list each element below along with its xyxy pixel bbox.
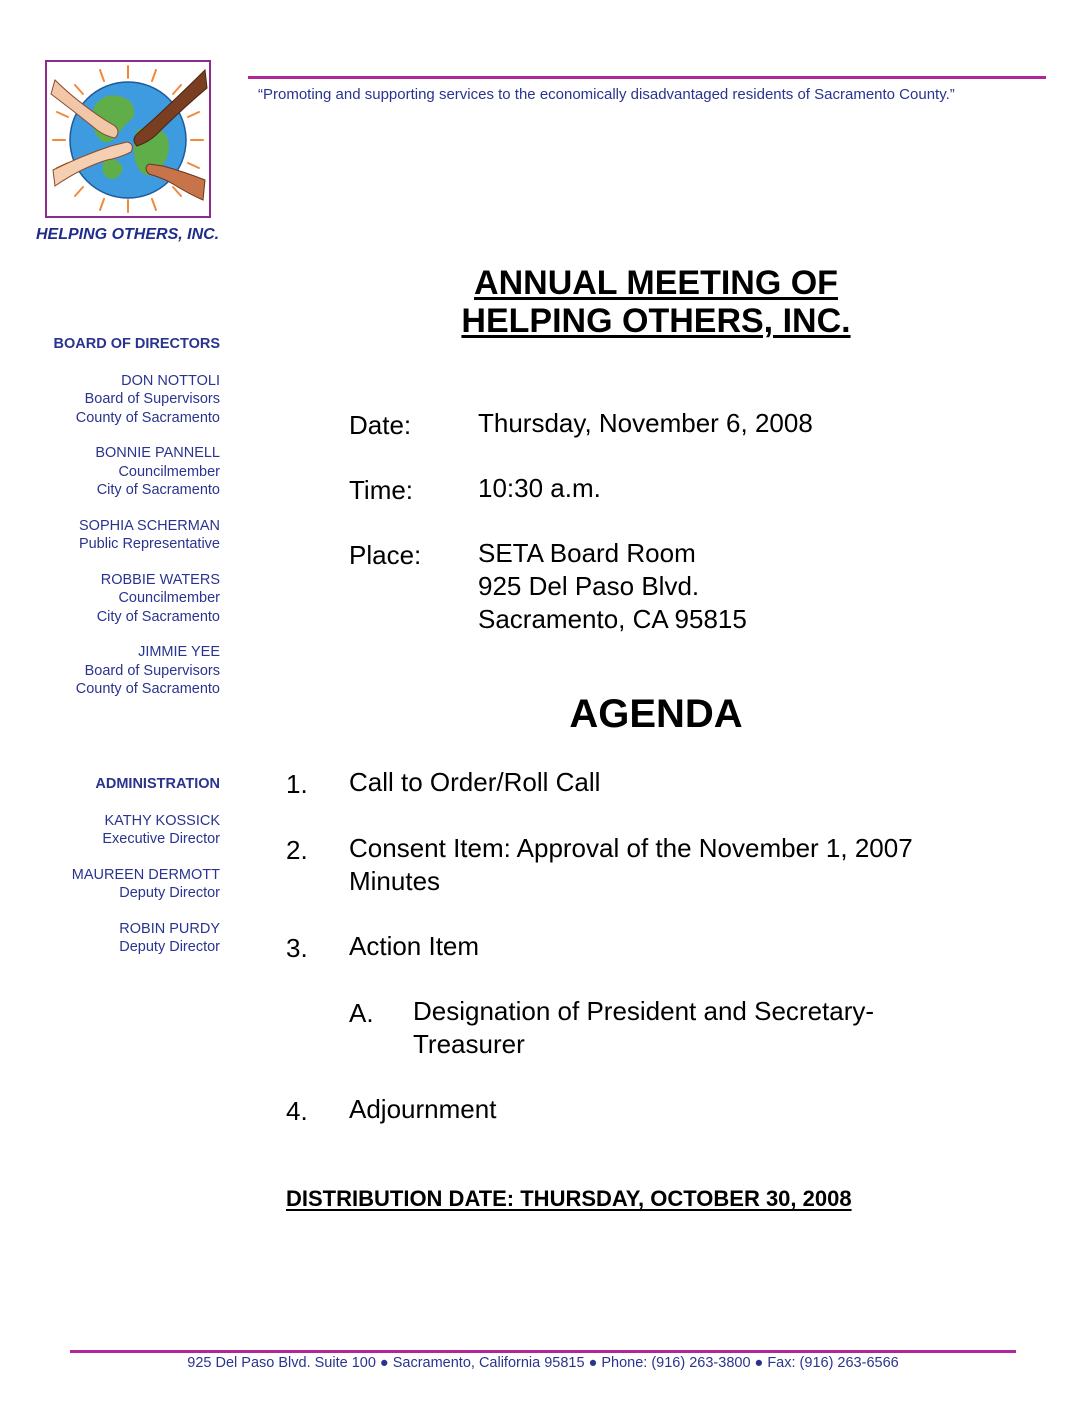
member-name: SOPHIA SCHERMAN [79,517,220,534]
footer-divider [70,1350,1016,1353]
board-member [20,571,220,627]
sidebar [20,335,220,955]
agenda-item-text [349,832,913,898]
board-member [20,517,220,554]
agenda-item-number: 2. [286,835,308,865]
agenda-item-text: Call to Order/Roll Call [349,767,601,797]
header-divider [248,76,1046,79]
board-member [20,444,220,500]
date-value: Thursday, November 6, 2008 [478,408,813,438]
agenda-subitem-letter: A. [349,998,374,1028]
admin-member [20,866,220,903]
agenda-heading: AGENDA [569,692,743,736]
member-name: DON NOTTOLI [121,372,220,389]
org-name: HELPING OTHERS, INC. [36,226,220,243]
member-name: JIMMIE YEE [138,644,220,660]
document-title [300,264,1012,340]
agenda-subitem-text [413,995,874,1061]
member-affiliation: City of Sacramento [96,608,220,625]
admin-member [20,920,220,957]
time-value: 10:30 a.m. [478,473,601,503]
member-affiliation: City of Sacramento [96,482,220,498]
member-affiliation: County of Sacramento [75,409,220,426]
member-title: Board of Supervisors [84,391,220,407]
admin-member [20,812,220,849]
board-member [20,372,220,428]
agenda-item-line-1: Consent Item: Approval of the November 1, 2007 [349,833,913,863]
member-name: MAUREEN DERMOTT [71,866,220,883]
time-label: Time: [349,475,414,505]
member-title: Councilmember [118,463,220,480]
agenda-item-number: 1. [286,769,308,799]
member-affiliation: County of Sacramento [75,681,220,697]
administration-section [20,775,220,974]
agenda-item-text: Adjournment [349,1094,497,1124]
place-value [478,537,747,636]
place-line-2: 925 Del Paso Blvd. [478,571,700,601]
member-title: Councilmember [118,590,220,606]
member-title: Public Representative [78,536,220,552]
distribution-date: DISTRIBUTION DATE: THURSDAY, OCTOBER 30, 2008 [286,1186,852,1211]
org-motto: “Promoting and supporting services to the economically disadvantaged residents of Sacramento County.” [258,86,955,103]
board-member [20,643,220,699]
agenda-item-number: 4. [286,1096,308,1126]
footer-contact: 925 Del Paso Blvd. Suite 100 ● Sacramento, California 95815 ● Phone: (916) 263-3800 ● Fax: (916) 263-6566 [187,1355,899,1371]
member-name: BONNIE PANNELL [95,445,220,461]
administration-heading: ADMINISTRATION [95,776,220,792]
title-line-1: ANNUAL MEETING OF [474,264,838,302]
board-heading: BOARD OF DIRECTORS [53,336,220,352]
date-label: Date: [349,410,412,440]
org-logo [45,60,211,218]
title-line-2: HELPING OTHERS, INC. [461,302,851,340]
agenda-item-text: Action Item [349,931,480,961]
member-title: Board of Supervisors [84,662,220,679]
agenda-item-line-2: Minutes [349,866,441,896]
member-title: Executive Director [102,831,220,847]
member-title: Deputy Director [119,939,220,955]
agenda-subitem-line-1: Designation of President and Secretary- [413,996,875,1026]
member-name: ROBBIE WATERS [100,571,220,588]
member-name: KATHY KOSSICK [104,812,220,829]
member-name: ROBIN PURDY [119,920,220,937]
place-line-3: Sacramento, CA 95815 [478,604,747,634]
agenda-item-number: 3. [286,933,308,963]
place-label: Place: [349,540,422,570]
place-line-1: SETA Board Room [478,538,696,568]
member-title: Deputy Director [119,885,220,901]
agenda-subitem-line-2: Treasurer [413,1029,525,1059]
